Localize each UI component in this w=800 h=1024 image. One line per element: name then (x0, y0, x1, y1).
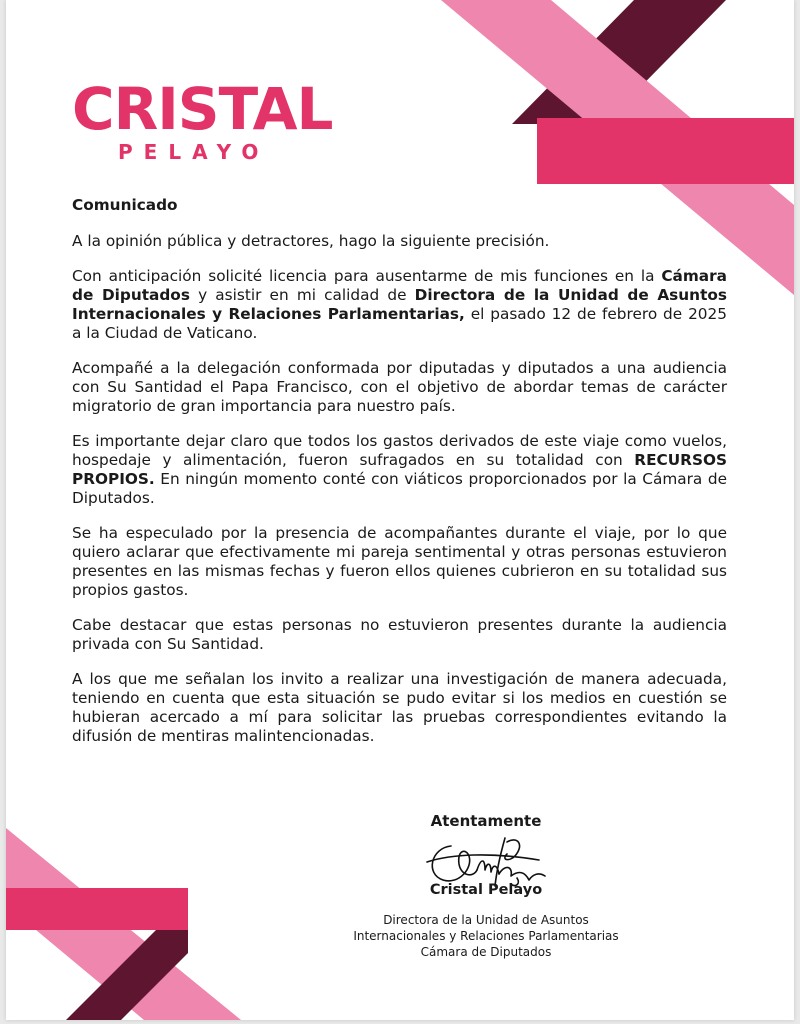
letter-page (6, 0, 794, 1020)
text-run: A la opinión pública y detractores, hago la siguiente precisión. (72, 232, 550, 250)
paragraph (72, 432, 727, 508)
paragraph (72, 267, 727, 343)
bold-text: RECURSOS PROPIOS. (72, 451, 727, 488)
ribbon-pink-bar-top (537, 118, 794, 184)
logo-subname: PELAYO (118, 140, 270, 164)
bold-text: Directora de la Unidad de Asuntos Internacionales y Relaciones Parlamentarias, (72, 286, 727, 323)
text-run: el pasado 12 de febrero de 2025 a la Ciudad de Vaticano. (72, 305, 728, 342)
signer-title-line: Directora de la Unidad de Asuntos (383, 913, 589, 927)
paragraph (72, 232, 727, 251)
text-run: Acompañé a la delegación conformada por diputadas y diputados a una audiencia con Su Santidad el Papa Francisco, con el objetivo de abordar temas de carácter migratorio de gran importancia para nuestro país. (72, 359, 727, 415)
letter-heading: Comunicado (72, 196, 178, 214)
signer-title (326, 912, 646, 960)
ribbon-pink-bar-bottom (6, 888, 188, 930)
text-run: En ningún momento conté con viáticos proporcionados por la Cámara de Diputados. (72, 470, 727, 507)
bold-text: Cámara de Diputados (72, 267, 727, 304)
text-run: Se ha especulado por la presencia de acompañantes durante el viaje, por lo que quiero aclarar que efectivamente mi pareja sentimental y otras personas estuvieron presentes en las mismas fechas y fueron ellos quienes cubrieron en su totalidad sus propios gastos. (72, 524, 727, 599)
cristal-pelayo-logo (72, 75, 342, 164)
paragraph (72, 670, 727, 746)
signer-name: Cristal Pelayo (429, 882, 543, 898)
text-run: Con anticipación solicité licencia para ausentarme de mis funciones en la (72, 267, 662, 285)
logo-wordmark: CRISTAL (72, 75, 333, 143)
signature-block (326, 812, 646, 960)
paragraph (72, 524, 727, 600)
letter-body (72, 196, 727, 762)
signer-title-line: Internacionales y Relaciones Parlamentarias (353, 929, 619, 943)
closing-salutation: Atentamente (430, 812, 542, 830)
paragraph (72, 616, 727, 654)
text-run: y asistir en mi calidad de (189, 286, 415, 304)
text-run: A los que me señalan los invito a realizar una investigación de manera adecuada, teniendo en cuenta que esta situación se pudo evitar si los medios en cuestión se hubieran acercado a mí para solicitar las pruebas correspondientes evitando la difusión de mentiras malintencionadas. (72, 670, 727, 745)
paragraph (72, 359, 727, 416)
text-run: Cabe destacar que estas personas no estuvieron presentes durante la audiencia privada con Su Santidad. (72, 616, 727, 653)
paragraph-list (72, 232, 727, 746)
text-run: Es importante dejar claro que todos los gastos derivados de este viaje como vuelos, hospedaje y alimentación, fueron sufragados en su totalidad con (72, 432, 727, 469)
signer-title-line: Cámara de Diputados (420, 945, 552, 959)
